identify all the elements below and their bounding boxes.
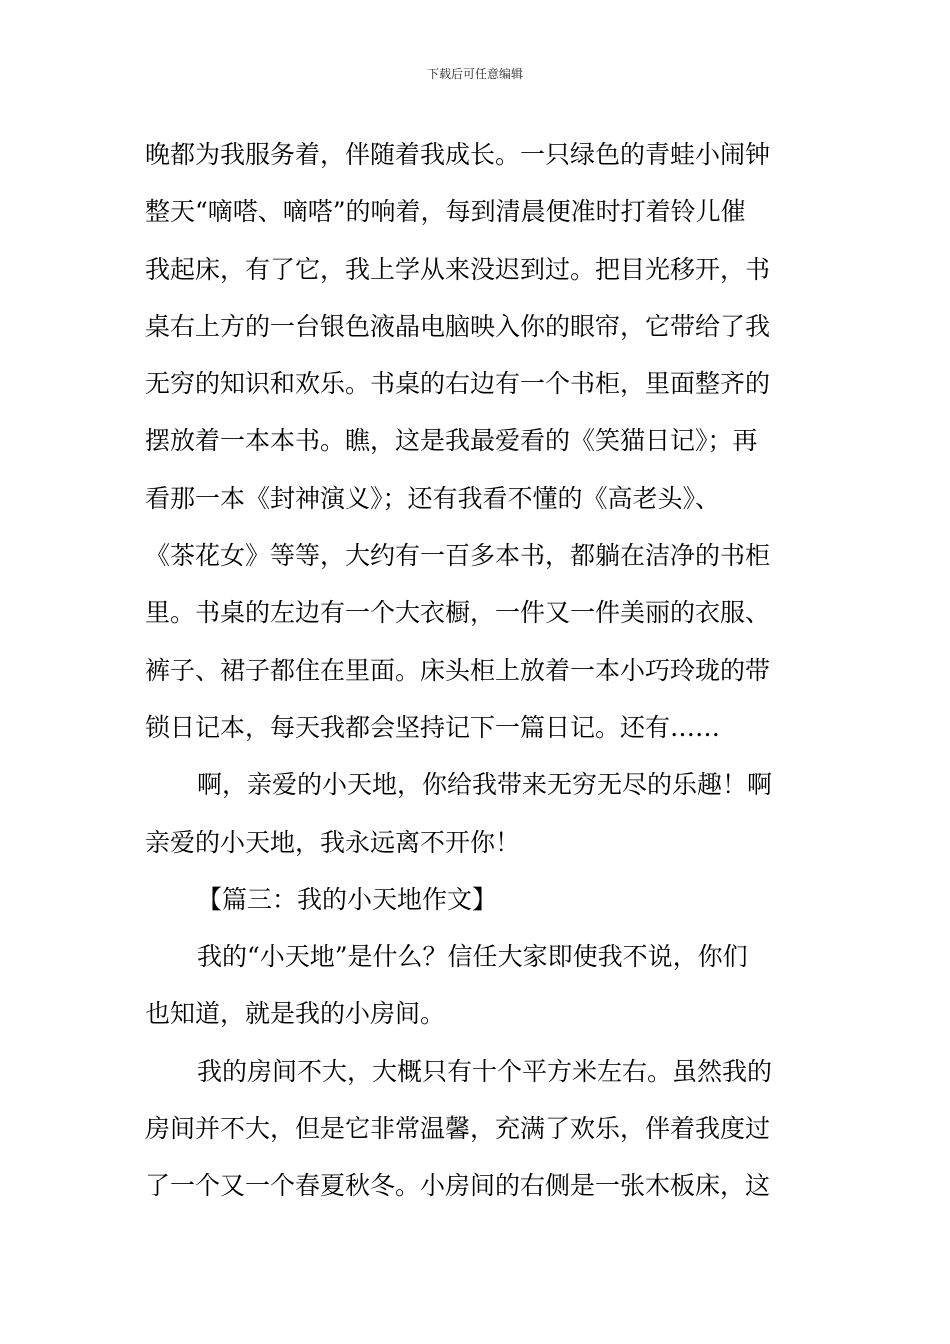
text-line: 摆放着一本本书。瞧，这是我最爱看的《笑猫日记》；再 <box>145 426 758 456</box>
text-line: 亲爱的小天地，我永远离不开你！ <box>145 827 521 857</box>
text-line: 看那一本《封神演义》；还有我看不懂的《高老头》、 <box>145 483 721 513</box>
text-line: 也知道，就是我的小房间。 <box>145 999 446 1029</box>
text-line: 晚都为我服务着，伴随着我成长。一只绿色的青蛙小闹钟 <box>145 140 771 169</box>
text-line: 我起床，有了它，我上学从来没迟到过。把目光移开，书 <box>145 254 771 284</box>
text-line: 无穷的知识和欢乐。书桌的右边有一个书柜，里面整齐的 <box>145 369 771 399</box>
text-line: 锁日记本，每天我都会坚持记下一篇日记。还有…… <box>145 712 721 742</box>
page-header: 下载后可任意编辑 <box>426 67 523 81</box>
document-body <box>145 126 810 1215</box>
text-line: 整天“嘀嗒、嘀嗒”的响着，每到清晨便准时打着铃儿催 <box>145 197 746 227</box>
text-line: 《茶花女》等等，大约有一百多本书，都躺在洁净的书柜 <box>145 541 771 571</box>
paragraph-first-line: 啊，亲爱的小天地，你给我带来无穷无尽的乐趣！啊 <box>197 770 773 800</box>
text-line: 裤子、裙子都住在里面。床头柜上放着一本小巧玲珑的带 <box>145 655 771 685</box>
paragraph-first-line: 我的房间不大，大概只有十个平方米左右。虽然我的 <box>197 1056 773 1086</box>
section-heading: 【篇三：我的小天地作文】 <box>197 884 498 914</box>
text-line: 了一个又一个春夏秋冬。小房间的右侧是一张木板床，这 <box>145 1171 771 1201</box>
text-line: 房间并不大，但是它非常温馨，充满了欢乐，伴着我度过 <box>145 1114 771 1144</box>
text-line: 里。书桌的左边有一个大衣橱，一件又一件美丽的衣服、 <box>145 598 771 628</box>
paragraph-first-line: 我的“小天地”是什么？信任大家即使我不说，你们 <box>197 942 748 972</box>
text-line: 桌右上方的一台银色液晶电脑映入你的眼帘，它带给了我 <box>145 311 771 341</box>
